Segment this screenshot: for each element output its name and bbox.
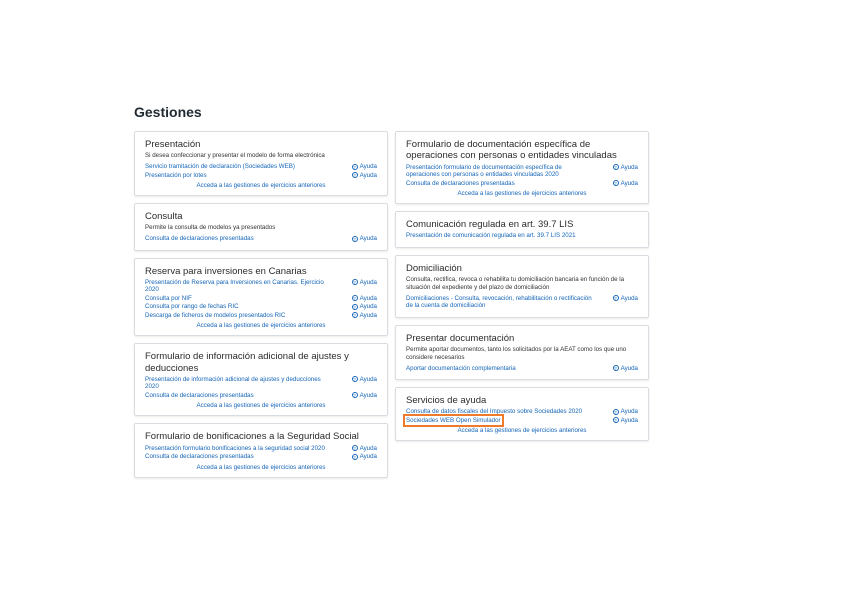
card-title: Domiciliación (406, 262, 462, 274)
page-title: Gestiones (134, 104, 202, 120)
card-formulario-de-informacion-adicional-de-a (134, 343, 388, 416)
help-label: Ayuda (620, 364, 638, 372)
link-domiciliaciones-consulta-revocacion-reha[interactable]: Domiciliaciones - Consulta, revocación, rehabilitación o rectificación de la cuenta de domiciliación (406, 294, 592, 310)
card-presentacion (134, 131, 388, 196)
card-servicios-de-ayuda (395, 387, 649, 441)
link-row (406, 180, 638, 187)
link-row (145, 303, 377, 310)
link-consulta-de-declaraciones-presentadas[interactable]: Consulta de declaraciones presentadas (145, 391, 254, 399)
link-sociedades-web-open-simulador[interactable]: Sociedades WEB Open Simulador (406, 416, 501, 424)
card-title: Formulario de información adicional de ajustes y deducciones (145, 351, 349, 374)
link-consulta-de-declaraciones-presentadas[interactable]: Consulta de declaraciones presentadas (145, 453, 254, 461)
link-row (406, 408, 638, 415)
card-title: Formulario de documentación específica de operaciones con personas o entidades vinculadas (406, 139, 617, 162)
help-link[interactable] (352, 453, 377, 460)
link-row (145, 453, 377, 460)
help-link[interactable] (613, 164, 638, 171)
link-row (145, 445, 377, 452)
link-row (145, 376, 377, 391)
card-consulta (134, 203, 388, 251)
card-description: Si desea confeccionar y presentar el modelo de forma electrónica (145, 152, 325, 160)
card-description: Permite aportar documentos, tanto los solicitados por la AEAT como los que uno considere necesarios (406, 346, 627, 361)
help-link[interactable] (613, 365, 638, 372)
link-consulta-de-datos-fiscales-del-impuesto-[interactable]: Consulta de datos fiscales del Impuesto sobre Sociedades 2020 (406, 408, 583, 416)
help-icon: ? (614, 181, 617, 187)
card-formulario-de-documentacion-especifica-d (395, 131, 649, 204)
previous-years-link[interactable]: Acceda a las gestiones de ejercicios anteriores (196, 322, 326, 330)
link-row (145, 295, 377, 302)
help-link[interactable] (352, 376, 377, 383)
help-icon: ? (614, 366, 617, 372)
card-domiciliacion (395, 255, 649, 318)
help-link[interactable] (352, 235, 377, 242)
link-row (406, 295, 638, 310)
link-presentacion-por-lotes[interactable]: Presentación por lotes (145, 171, 207, 179)
help-link[interactable] (613, 295, 638, 302)
help-icon: ? (353, 304, 356, 310)
help-label: Ayuda (620, 179, 638, 187)
link-presentacion-de-reserva-para-inversiones[interactable]: Presentación de Reserva para Inversiones en Canarias. Ejercicio 2020 (145, 278, 324, 294)
link-presentacion-de-informacion-adicional-de[interactable]: Presentación de información adicional de ajustes y deducciones 2020 (145, 375, 321, 391)
help-label: Ayuda (359, 278, 377, 286)
help-label: Ayuda (620, 408, 638, 416)
link-row (145, 392, 377, 399)
link-row (145, 235, 377, 242)
help-icon: ? (614, 296, 617, 302)
card-title: Comunicación regulada en art. 39.7 LIS (406, 219, 574, 231)
link-row (145, 312, 377, 319)
help-link[interactable] (352, 172, 377, 179)
help-label: Ayuda (359, 303, 377, 311)
help-icon: ? (353, 280, 356, 286)
previous-years-link[interactable]: Acceda a las gestiones de ejercicios anteriores (196, 402, 326, 410)
help-label: Ayuda (359, 444, 377, 452)
card-title: Servicios de ayuda (406, 395, 487, 407)
help-link[interactable] (613, 408, 638, 415)
help-icon: ? (353, 236, 356, 242)
help-label: Ayuda (620, 416, 638, 424)
link-row (406, 164, 638, 179)
card-reserva-para-inversiones-en-canarias (134, 258, 388, 337)
card-title: Presentación (145, 139, 201, 150)
help-icon: ? (614, 418, 617, 424)
link-consulta-por-nif[interactable]: Consulta por NIF (145, 294, 192, 302)
left-column (134, 131, 388, 485)
help-link[interactable] (352, 312, 377, 319)
help-icon: ? (614, 165, 617, 171)
help-icon: ? (353, 454, 356, 460)
help-label: Ayuda (359, 163, 377, 171)
link-servicio-tramitacion-de-declaracion-soci[interactable]: Servicio tramitación de declaración (Sociedades WEB) (145, 163, 295, 171)
link-consulta-de-declaraciones-presentadas[interactable]: Consulta de declaraciones presentadas (145, 235, 254, 243)
link-consulta-por-rango-de-fechas-ric[interactable]: Consulta por rango de fechas RIC (145, 303, 239, 311)
help-link[interactable] (352, 392, 377, 399)
help-link[interactable] (352, 445, 377, 452)
help-icon: ? (353, 446, 356, 452)
help-label: Ayuda (359, 453, 377, 461)
help-icon: ? (353, 173, 356, 179)
card-title: Formulario de bonificaciones a la Seguridad Social (145, 431, 359, 443)
previous-years-link[interactable]: Acceda a las gestiones de ejercicios anteriores (457, 190, 587, 198)
card-description: Consulta, rectifica, revoca o rehabilita tu domiciliación bancaria en función de la situación del expediente y del plazo de domiciliación (406, 276, 625, 292)
link-descarga-de-ficheros-de-modelos-presenta[interactable]: Descarga de ficheros de modelos presentados RIC (145, 311, 286, 319)
help-link[interactable] (352, 303, 377, 310)
help-label: Ayuda (620, 163, 638, 171)
help-icon: ? (353, 393, 356, 399)
card-title: Reserva para inversiones en Canarias (145, 265, 307, 277)
card-presentar-documentacion (395, 325, 649, 380)
help-label: Ayuda (359, 391, 377, 399)
card-title: Presentar documentación (406, 332, 515, 344)
link-row (406, 417, 638, 424)
help-link[interactable] (352, 163, 377, 170)
help-icon: ? (353, 313, 356, 319)
help-link[interactable] (352, 295, 377, 302)
help-icon: ? (353, 377, 356, 383)
card-title: Consulta (145, 211, 183, 223)
card-formulario-de-bonificaciones-a-la-seguri (134, 423, 388, 477)
help-icon: ? (614, 409, 617, 415)
help-link[interactable] (352, 279, 377, 286)
help-label: Ayuda (359, 294, 377, 302)
link-row (406, 365, 638, 372)
help-label: Ayuda (359, 311, 377, 319)
link-row (406, 232, 638, 239)
link-presentacion-formulario-bonificaciones-a[interactable]: Presentación formulario bonificaciones a la seguridad social 2020 (145, 444, 325, 452)
right-column (395, 131, 649, 448)
card-description: Permite la consulta de modelos ya presentados (145, 224, 276, 232)
link-consulta-de-declaraciones-presentadas[interactable]: Consulta de declaraciones presentadas (406, 179, 515, 187)
link-presentacion-de-comunicacion-regulada-en[interactable]: Presentación de comunicación regulada en art. 39.7 LIS 2021 (406, 232, 576, 240)
help-label: Ayuda (359, 171, 377, 179)
previous-years-link[interactable]: Acceda a las gestiones de ejercicios anteriores (457, 427, 587, 435)
previous-years-link[interactable]: Acceda a las gestiones de ejercicios anteriores (196, 463, 326, 471)
link-row (145, 172, 377, 179)
help-icon: ? (353, 164, 356, 170)
card-comunicacion-regulada-en-art-39-7-lis (395, 211, 649, 248)
link-row (145, 163, 377, 170)
previous-years-link[interactable]: Acceda a las gestiones de ejercicios anteriores (196, 182, 326, 190)
help-label: Ayuda (359, 375, 377, 383)
link-row (145, 279, 377, 294)
help-link[interactable] (613, 180, 638, 187)
help-label: Ayuda (359, 235, 377, 243)
link-aportar-documentacion-complementaria[interactable]: Aportar documentación complementaria (406, 364, 516, 372)
help-icon: ? (353, 296, 356, 302)
help-link[interactable] (613, 417, 638, 424)
help-label: Ayuda (620, 294, 638, 302)
link-presentacion-formulario-de-documentacion[interactable]: Presentación formulario de documentación específica de operaciones con personas o entidades vinculadas 2020 (406, 163, 562, 179)
